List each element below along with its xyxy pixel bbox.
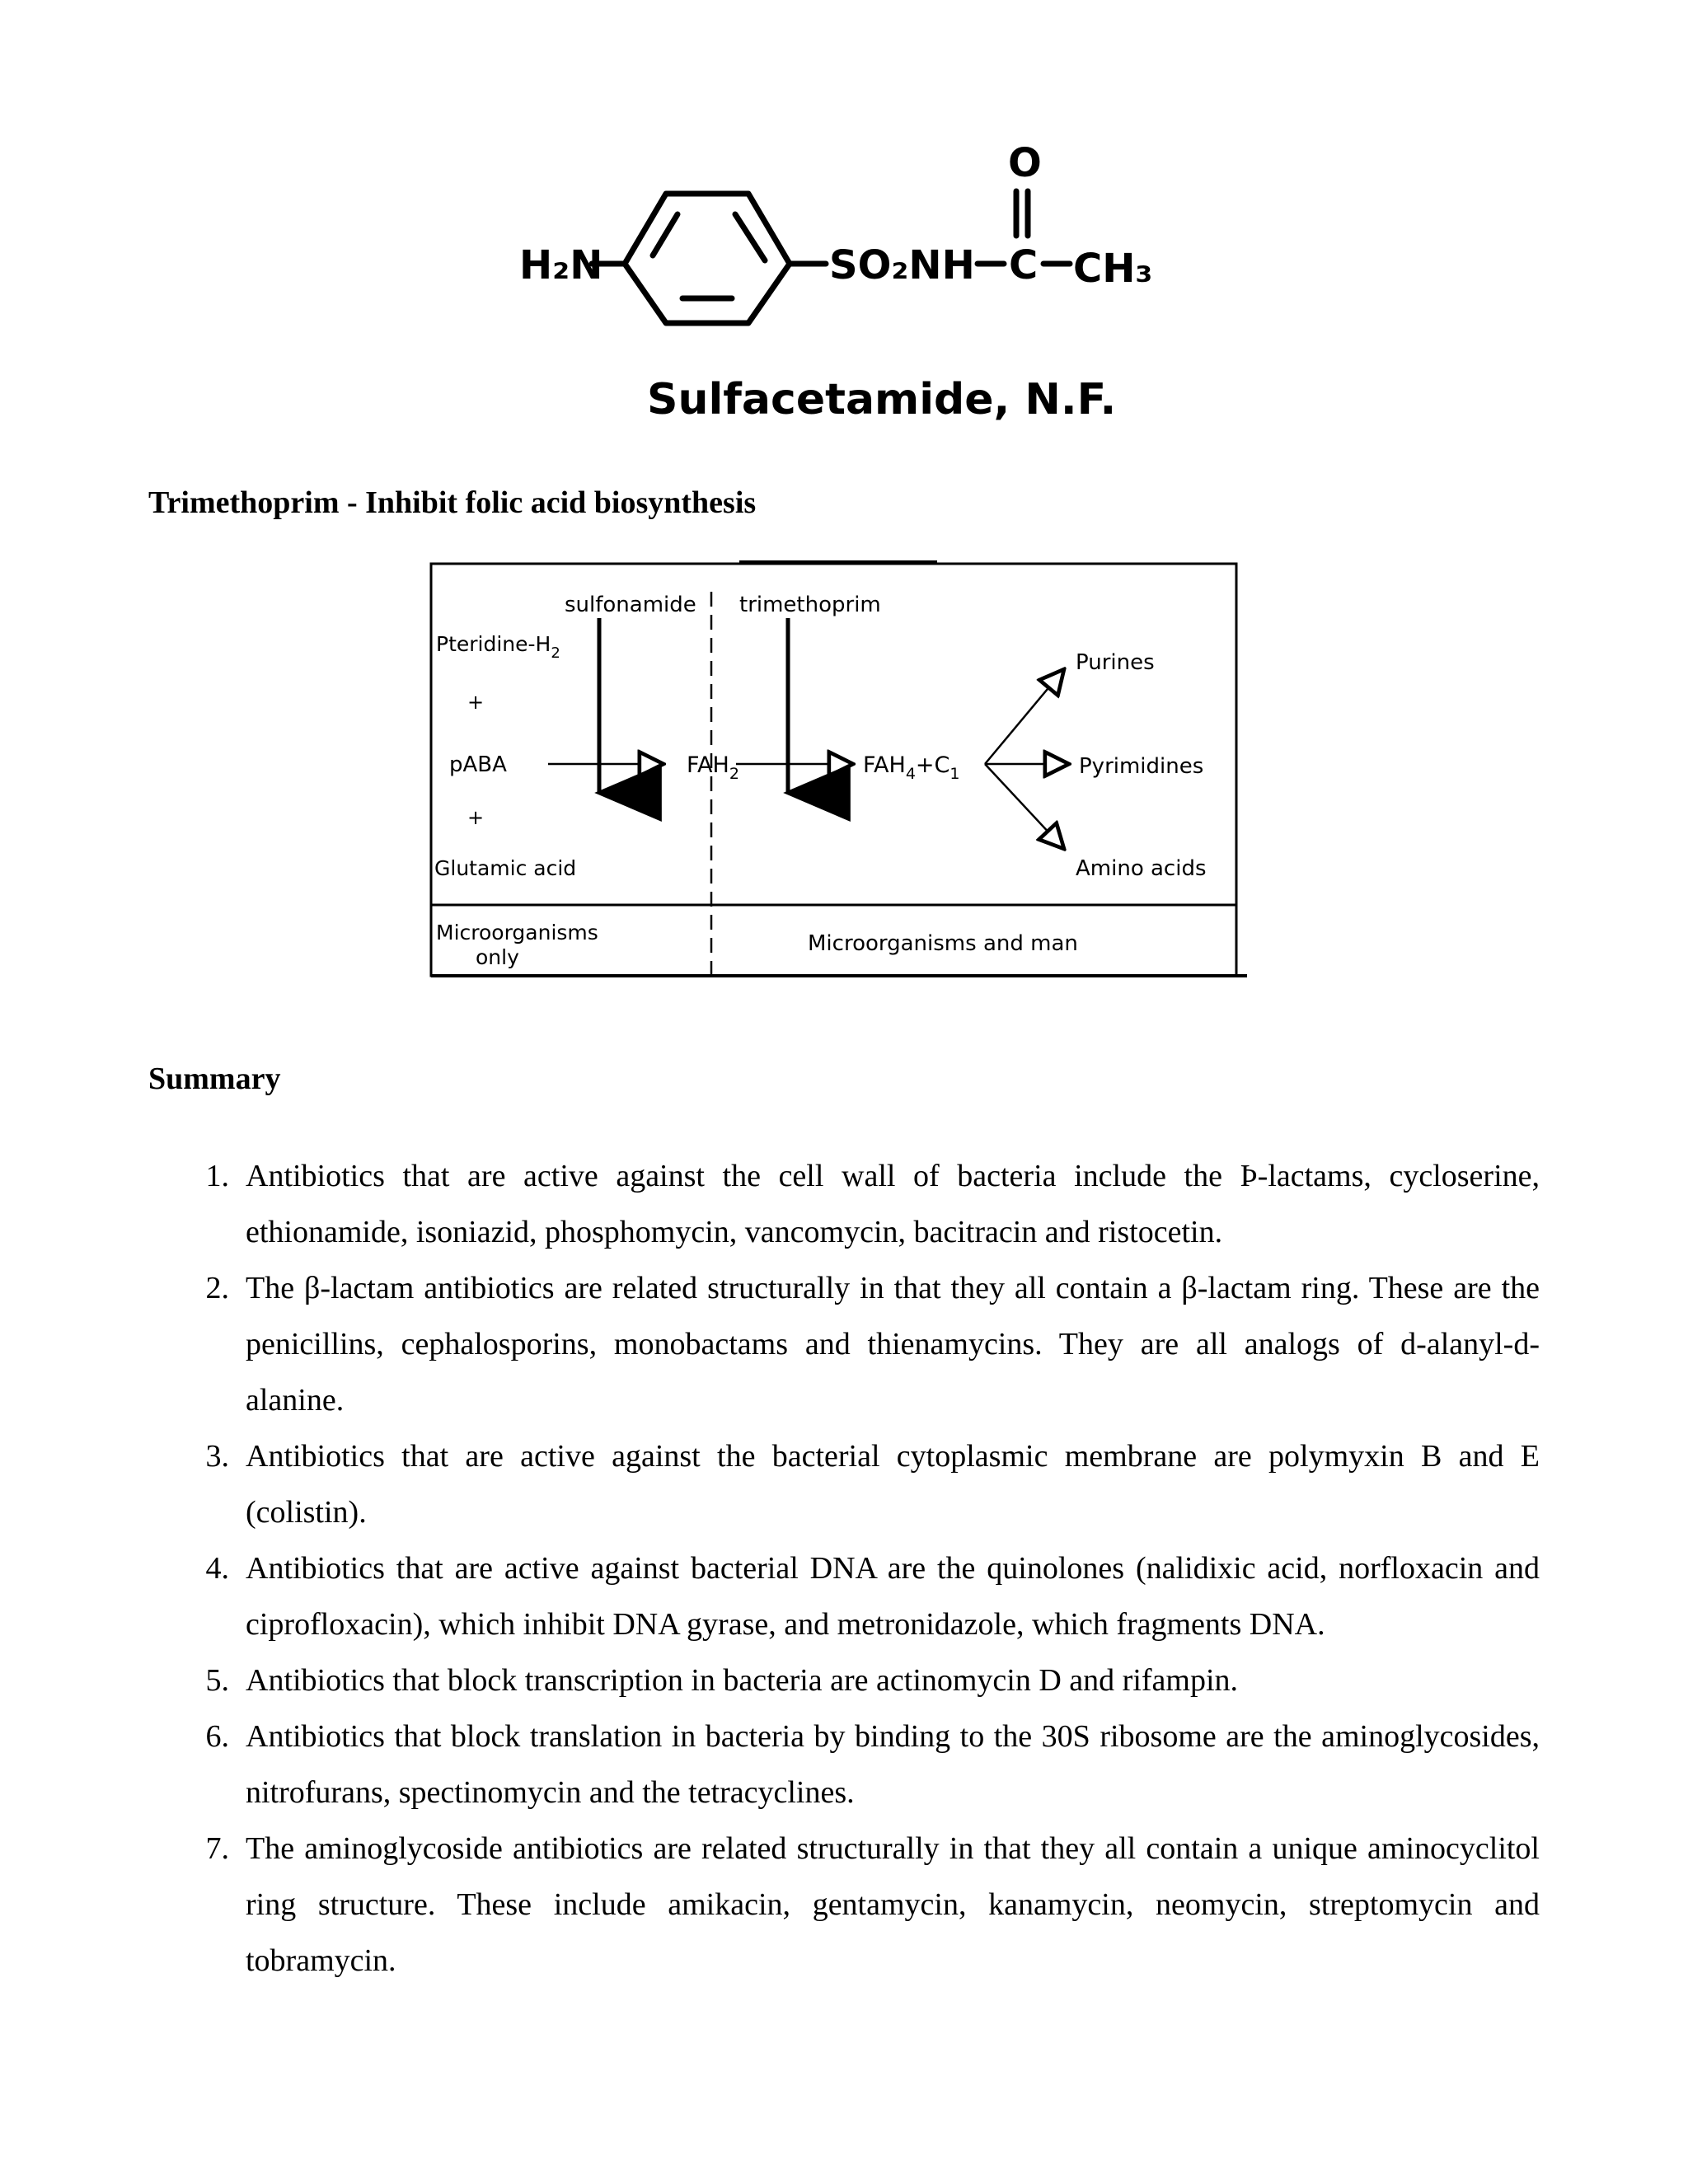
plus-sign-1: + <box>467 691 485 714</box>
carbonyl-carbon: C <box>1009 242 1039 288</box>
item-number: 4. <box>205 1551 229 1586</box>
pteridine-label: Pteridine-$H_2$ <box>436 632 560 662</box>
item-text: Antibiotics that are active against the cell wall of bacteria include the Þ-lactams, cycloserine, ethionamide, isoniazid, phosphomycin, vancomycin, bacitracin and ristocetin. <box>246 1159 1540 1249</box>
item-number: 6. <box>205 1719 229 1754</box>
amino-acids-label: Amino acids <box>1076 856 1207 881</box>
plus-sign-2: + <box>467 806 485 829</box>
item-number: 5. <box>205 1663 229 1698</box>
fah2-label: $FAH_2$ <box>687 752 739 783</box>
item-text: Antibiotics that block transcription in bacteria are actinomycin D and rifampin. <box>246 1663 1239 1698</box>
paba-label: pABA <box>449 752 507 777</box>
pyrimidines-label: Pyrimidines <box>1079 754 1204 779</box>
item-number: 1. <box>205 1159 229 1193</box>
glutamic-acid-label: Glutamic acid <box>434 856 577 880</box>
list-item <box>205 1260 1540 1428</box>
so2nh-group: SO₂NH <box>829 242 975 288</box>
trimethoprim-label: trimethoprim <box>739 593 881 617</box>
oxygen-atom: O <box>1008 140 1042 186</box>
trimethoprim-heading: Trimethoprim - Inhibit folic acid biosynthesis <box>148 485 757 520</box>
methyl-group: CH₃ <box>1073 246 1153 292</box>
compound-name: Sulfacetamide, N.F. <box>647 375 1117 424</box>
h2n-group: H₂N <box>519 242 603 288</box>
list-item <box>205 1821 1540 1989</box>
sulfacetamide-structure <box>486 140 1179 445</box>
folic-acid-pathway-diagram <box>424 552 1249 989</box>
item-text: The aminoglycoside antibiotics are related structurally in that they all contain a unique aminocyclitol ring structure. These include amikacin, gentamycin, kanamycin, neomycin, streptomycin and tobramycin. <box>246 1831 1540 1978</box>
summary-list <box>205 1148 1540 1989</box>
purines-label: Purines <box>1076 650 1155 675</box>
fah4-c1-label: $FAH_4+C_1$ <box>863 752 960 783</box>
item-number: 3. <box>205 1439 229 1474</box>
item-number: 7. <box>205 1831 229 1866</box>
microorganisms-only-label-2: only <box>476 945 519 969</box>
microorganisms-only-label-1: Microorganisms <box>436 921 598 944</box>
item-text: Antibiotics that are active against the bacterial cytoplasmic membrane are polymyxin B and E (colistin). <box>246 1439 1540 1530</box>
list-item <box>205 1652 1540 1708</box>
microorganisms-and-man-label: Microorganisms and man <box>808 931 1078 956</box>
item-number: 2. <box>205 1271 229 1305</box>
item-text: Antibiotics that are active against bacterial DNA are the quinolones (nalidixic acid, norfloxacin and ciprofloxacin), which inhibit DNA gyrase, and metronidazole, which fragments DNA. <box>246 1551 1540 1642</box>
list-item <box>205 1708 1540 1821</box>
item-text: Antibiotics that block translation in bacteria by binding to the 30S ribosome are the aminoglycosides, nitrofurans, spectinomycin and the tetracyclines. <box>246 1719 1540 1810</box>
list-item <box>205 1428 1540 1540</box>
list-item <box>205 1540 1540 1652</box>
summary-heading: Summary <box>148 1062 281 1096</box>
sulfonamide-label: sulfonamide <box>565 593 696 617</box>
item-text: The β-lactam antibiotics are related structurally in that they all contain a β-lactam ring. These are the penicillins, cephalosporins, monobactams and thienamycins. They are all analogs of d-alanyl-d-alanine. <box>246 1271 1540 1418</box>
list-item <box>205 1148 1540 1260</box>
